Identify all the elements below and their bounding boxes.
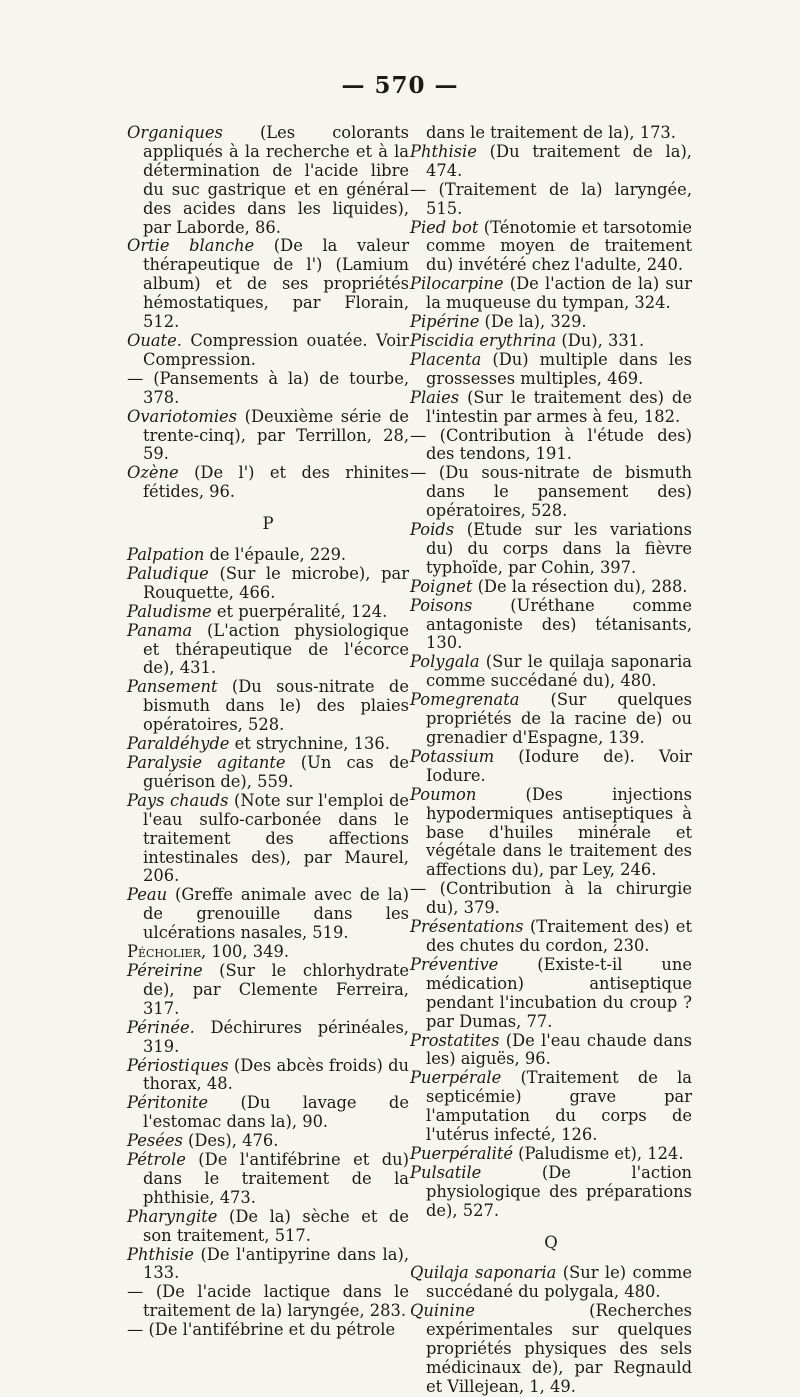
index-entry xyxy=(127,370,409,408)
entry-term: Pécholier, xyxy=(127,942,207,962)
entry-text: (Des injections hypodermiques antiseptiques à base d'huiles minérale et végétale dans le traitement des affections du), par Ley, 246. xyxy=(426,784,692,880)
entry-term: Poignet xyxy=(410,576,473,596)
entry-text: — (De l'acide lactique dans le traitement de la) laryngée, 283. xyxy=(127,1282,409,1321)
entry-term: Pansement xyxy=(127,677,218,697)
index-entry xyxy=(127,1208,409,1246)
index-entry xyxy=(127,332,409,370)
entry-text: (Un cas de guérison de), 559. xyxy=(143,753,410,791)
index-entry xyxy=(410,956,692,1032)
index-entry xyxy=(410,389,692,427)
index-entry xyxy=(410,1264,692,1302)
entry-text: — (Pansements à la) de tourbe, 378. xyxy=(127,368,409,407)
entry-term: Ortie blanche xyxy=(127,236,255,256)
entry-term: Phthisie xyxy=(127,1244,194,1264)
index-entry xyxy=(410,918,692,956)
right-column xyxy=(410,124,692,1397)
entry-text: (Du lavage de l'estomac dans la), 90. xyxy=(143,1093,409,1132)
entry-term: Pilocarpine xyxy=(410,274,504,294)
entry-term: Ozène xyxy=(127,463,179,483)
entry-term: Quinine xyxy=(410,1301,475,1321)
entry-term: Paraldéhyde xyxy=(127,734,230,754)
entry-term: Paludisme xyxy=(127,601,212,621)
entry-text: (De l'action physiologique des préparations de), 527. xyxy=(426,1162,692,1220)
entry-term: Périnée. xyxy=(127,1017,195,1037)
entry-text: (Du) multiple dans les grossesses multiples, 469. xyxy=(426,349,692,388)
index-entry xyxy=(127,792,409,887)
entry-term: Quilaja saponaria xyxy=(410,1263,557,1283)
entry-text: — (De l'antifébrine et du pétrole xyxy=(127,1320,396,1340)
index-entry xyxy=(410,275,692,313)
entry-text: (Etude sur les variations du) du corps dans la fièvre typhoïde, par Cohin, 397. xyxy=(426,520,692,577)
entry-text: (De la), 329. xyxy=(479,312,587,332)
entry-text: (De l'action de la) sur la muqueuse du tympan, 324. xyxy=(426,274,692,313)
index-entry xyxy=(410,427,692,465)
entry-term: Piscidia erythrina xyxy=(410,330,557,350)
entry-text: (Traitement de la septicémie) grave par l'amputation du corps de l'utérus infecté, 126. xyxy=(426,1068,692,1145)
entry-text: (De l'antipyrine dans la), 133. xyxy=(143,1244,409,1283)
index-entry xyxy=(127,603,409,622)
left-column xyxy=(127,124,409,1340)
entry-term: Potassium xyxy=(410,746,495,766)
entry-text: (Des), 476. xyxy=(182,1131,279,1151)
entry-text: (Existe-t-il une médication) antiseptique pendant l'incubation du croup ? par Dumas, 77. xyxy=(426,954,692,1031)
entry-text: (De la) sèche et de son traitement, 517. xyxy=(143,1206,409,1245)
entry-text: (Paludisme et), 124. xyxy=(513,1143,684,1163)
entry-text: (Sur le) comme succédané du polygala, 480. xyxy=(426,1263,692,1302)
index-entry xyxy=(127,754,409,792)
entry-text: (Recherches expérimentales sur quelques propriétés physiques des sels médicinaux de), par Regnauld et Villejean, 1, 49. xyxy=(426,1301,692,1396)
entry-term: Pomegrenata xyxy=(410,690,520,710)
entry-term: Puerpéralité xyxy=(410,1143,513,1163)
index-entry xyxy=(410,313,692,332)
entry-text: (L'action physiologique et thérapeutique de l'écorce de), 431. xyxy=(143,620,409,678)
index-entry xyxy=(127,1151,409,1208)
entry-text: (Uréthane comme antagoniste des) tétanisants, 130. xyxy=(426,595,692,653)
entry-text: 100, 349. xyxy=(206,942,290,962)
index-entry xyxy=(127,1094,409,1132)
entry-term: Péreirine xyxy=(127,960,203,980)
entry-text: (Du traitement de la), 474. xyxy=(426,141,692,180)
index-entry xyxy=(410,880,692,918)
entry-text: — (Contribution à l'étude des) des tendons, 191. xyxy=(410,425,692,464)
entry-term: Paralysie agitante xyxy=(127,753,286,772)
entry-term: Placenta xyxy=(410,349,482,369)
entry-term: Poids xyxy=(410,520,455,540)
entry-text: (Sur quelques propriétés de la racine de) ou grenadier d'Espagne, 139. xyxy=(426,690,692,747)
entry-text: Déchirures périnéales, 319. xyxy=(143,1017,409,1056)
entry-term: Palpation xyxy=(127,545,205,565)
entry-term: Présentations xyxy=(410,917,524,937)
entry-text: (De la valeur thérapeutique de l') (Lamium album) et de ses propriétés hémostatiques, par Florain, 512. xyxy=(143,236,409,332)
entry-text: (Ténotomie et tarsotomie comme moyen de traitement du) invétéré chez l'adulte, 240. xyxy=(426,217,692,275)
index-entry xyxy=(127,1057,409,1095)
entry-text: (Les colorants appliqués à la recherche et à la détermination de l'acide libre du suc gastrique et en général des acides dans les liquides), par Laborde, 86. xyxy=(143,123,409,237)
index-entry xyxy=(127,735,409,754)
entry-text: (Deuxième série de trente-cinq), par Terrillon, 28, 59. xyxy=(143,406,409,464)
entry-term: Pays chauds xyxy=(127,790,229,810)
entry-term: Poumon xyxy=(410,784,477,804)
entry-text: — (Contribution à la chirurgie du), 379. xyxy=(410,879,692,918)
entry-term: Péritonite xyxy=(127,1093,209,1113)
index-entry xyxy=(410,181,692,219)
entry-text: — (Traitement de la) laryngée, 515. xyxy=(410,179,692,218)
index-entry xyxy=(127,1132,409,1151)
index-entry xyxy=(410,1164,692,1221)
index-entry xyxy=(127,1321,409,1340)
section-letter: P xyxy=(262,514,274,534)
entry-term: Périostiques xyxy=(127,1055,229,1075)
index-entry xyxy=(127,943,409,962)
index-entry xyxy=(410,332,692,351)
index-entry xyxy=(127,124,409,237)
index-entry xyxy=(127,565,409,603)
index-entry xyxy=(410,143,692,181)
section-letter: Q xyxy=(544,1232,558,1252)
entry-term: Pied bot xyxy=(410,217,479,237)
entry-term: Pharyngite xyxy=(127,1206,218,1226)
entry-text: (De l'antifébrine et du) dans le traitement de la phthisie, 473. xyxy=(143,1150,409,1207)
index-entry xyxy=(410,219,692,276)
entry-text: (Du sous-nitrate de bismuth dans le) des plaies opératoires, 528. xyxy=(143,677,409,735)
index-entry xyxy=(127,464,409,502)
entry-term: Pipérine xyxy=(410,312,480,332)
entry-term: Panama xyxy=(127,620,193,640)
index-entry xyxy=(410,1145,692,1164)
page-number: — 570 — xyxy=(341,72,459,99)
index-entry xyxy=(127,962,409,1019)
index-entry xyxy=(127,678,409,735)
entry-text: et puerpéralité, 124. xyxy=(211,601,388,621)
index-entry xyxy=(410,653,692,691)
entry-term: Paludique xyxy=(127,563,209,583)
entry-text: Compression ouatée. Voir Compression. xyxy=(143,330,409,369)
index-entry xyxy=(410,786,692,881)
index-entry xyxy=(410,521,692,578)
entry-text: (Greffe animale avec de la) de grenouille dans les ulcérations nasales, 519. xyxy=(143,885,409,943)
entry-text: (De l') et des rhinites fétides, 96. xyxy=(143,463,409,502)
index-entry xyxy=(410,578,692,597)
index-entry xyxy=(127,886,409,943)
index-entry xyxy=(127,1246,409,1284)
entry-text: (De la résection du), 288. xyxy=(472,576,688,596)
entry-term: Pesées xyxy=(127,1131,183,1151)
index-entry xyxy=(410,124,692,143)
index-entry xyxy=(410,748,692,786)
index-entry xyxy=(410,1032,692,1070)
entry-term: Plaies xyxy=(410,387,460,407)
entry-text: (Note sur l'emploi de l'eau sulfo-carbonée dans le traitement des affections intestinales des), par Maurel, 206. xyxy=(143,790,409,886)
entry-term: Puerpérale xyxy=(410,1068,502,1088)
entry-term: Phthisie xyxy=(410,141,477,161)
entry-term: Organiques xyxy=(127,123,223,142)
entry-term: Ovariotomies xyxy=(127,406,238,426)
index-entry xyxy=(410,597,692,654)
entry-term: Pulsatile xyxy=(410,1162,482,1182)
index-entry xyxy=(127,622,409,679)
index-entry xyxy=(410,464,692,521)
index-entry xyxy=(127,237,409,332)
entry-text: et strychnine, 136. xyxy=(229,734,390,754)
index-entry xyxy=(127,408,409,465)
entry-text: (De l'eau chaude dans les) aiguës, 96. xyxy=(426,1030,692,1069)
entry-text: (Sur le microbe), par Rouquette, 466. xyxy=(143,563,409,602)
index-entry xyxy=(410,691,692,748)
entry-text: de l'épaule, 229. xyxy=(204,545,347,565)
entry-text: (Du), 331. xyxy=(556,330,645,350)
entry-term: Préventive xyxy=(410,954,499,974)
index-entry xyxy=(127,1019,409,1057)
entry-term: Poisons xyxy=(410,595,473,615)
index-entry xyxy=(127,546,409,565)
entry-term: Ouate. xyxy=(127,330,182,350)
entry-text: (Sur le chlorhydrate de), par Clemente Ferreira, 317. xyxy=(143,960,409,1018)
entry-text: dans le traitement de la), 173. xyxy=(426,123,676,142)
entry-text: (Sur le quilaja saponaria comme succédané du), 480. xyxy=(426,652,692,691)
entry-text: (Des abcès froids) du thorax, 48. xyxy=(143,1055,409,1094)
entry-term: Peau xyxy=(127,885,168,905)
entry-term: Prostatites xyxy=(410,1030,500,1050)
index-entry xyxy=(410,1302,692,1397)
index-entry xyxy=(410,1069,692,1145)
entry-term: Polygala xyxy=(410,652,480,672)
entry-term: Pétrole xyxy=(127,1150,186,1170)
index-entry xyxy=(127,1283,409,1321)
index-entry xyxy=(410,351,692,389)
entry-text: — (Du sous-nitrate de bismuth dans le pansement des) opératoires, 528. xyxy=(410,463,692,521)
entry-text: (Sur le traitement des) de l'intestin par armes à feu, 182. xyxy=(426,387,692,426)
entry-text: (Traitement des) et des chutes du cordon, 230. xyxy=(426,917,692,955)
entry-text: (Iodure de). Voir Iodure. xyxy=(426,746,692,785)
